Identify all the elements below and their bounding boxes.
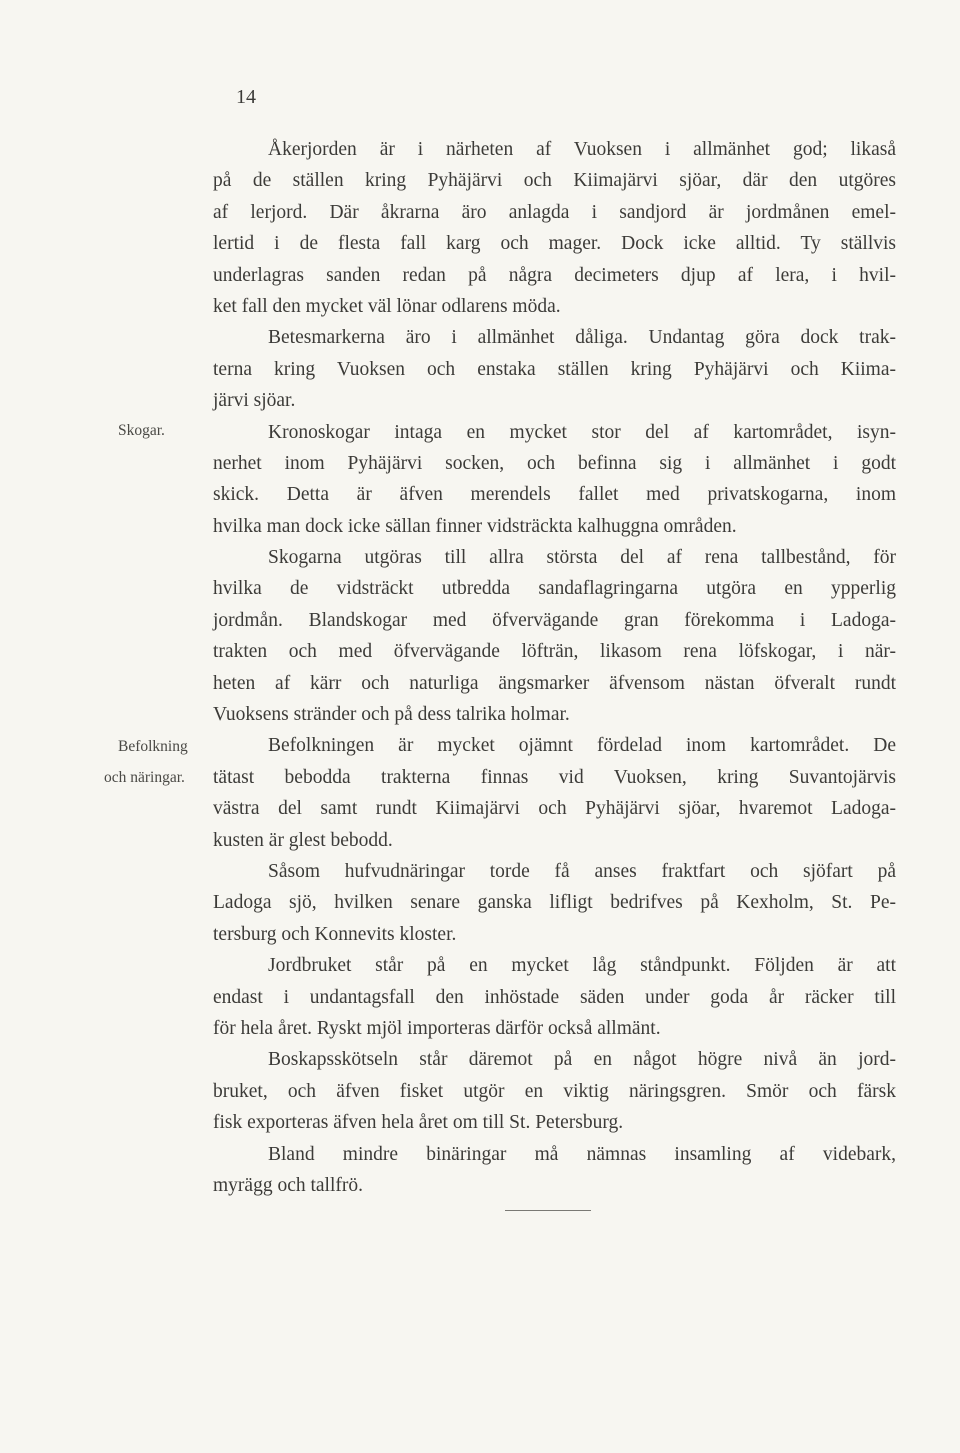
text-line: lertid i de flesta fall karg och mager. Dock icke alltid. Ty ställvis (213, 233, 896, 255)
text-line: nerhet inom Pyhäjärvi socken, och befinna sig i allmänhet i godt (213, 452, 896, 474)
text-line: terna kring Vuoksen och enstaka ställen kring Pyhäjärvi och Kiima- (213, 358, 896, 380)
text-line: Åkerjorden är i närheten af Vuoksen i allmänhet god; likaså (268, 139, 896, 160)
text-line: ket fall den mycket väl lönar odlarens möda. (213, 295, 561, 317)
text-line: Skogarna utgöras till allra största del af rena tallbestånd, för (268, 547, 896, 569)
text-line: för hela året. Ryskt mjöl importeras därför också allmänt. (213, 1017, 661, 1039)
text-line: tersburg och Konnevits kloster. (213, 923, 457, 945)
text-line: af lerjord. Där åkrarna äro anlagda i sandjord är jordmånen emel- (213, 201, 896, 223)
text-line: Vuoksens stränder och på dess talrika holmar. (213, 704, 570, 726)
end-rule (505, 1210, 591, 1211)
text-line: hvilka man dock icke sällan finner vidsträckta kalhuggna områden. (213, 515, 737, 537)
text-line: underlagras sanden redan på några decimeters djup af lera, i hvil- (213, 264, 896, 286)
text-line: tätast bebodda trakterna finnas vid Vuoksen, kring Suvantojärvis (213, 766, 896, 788)
text-line: västra del samt rundt Kiimajärvi och Pyhäjärvi sjöar, hvaremot Ladoga- (213, 798, 896, 820)
text-line: Bland mindre binäringar må nämnas insamling af videbark, (268, 1143, 896, 1165)
text-line: myrägg och tallfrö. (213, 1174, 363, 1196)
margin-note-skogar: Skogar. (118, 422, 165, 439)
text-line: fisk exporteras äfven hela året om till St. Petersburg. (213, 1112, 624, 1134)
text-line: jordmån. Blandskogar med öfvervägande gran förekomma i Ladoga- (213, 609, 896, 631)
text-line: på de ställen kring Pyhäjärvi och Kiimajärvi sjöar, där den utgöres (213, 170, 896, 192)
text-line: heten af kärr och naturliga ängsmarker äfvensom nästan öfveralt rundt (213, 672, 896, 694)
margin-note-befolkning: Befolkning (118, 738, 188, 755)
text-line: bruket, och äfven fisket utgör en viktig näringsgren. Smör och färsk (213, 1080, 896, 1102)
text-line: Betesmarkerna äro i allmänhet dåliga. Undantag göra dock trak- (268, 327, 896, 349)
body-text (213, 134, 896, 1201)
text-line: Jordbruket står på en mycket låg ståndpunkt. Följden är att (268, 955, 896, 977)
text-line: Kronoskogar intaga en mycket stor del af kartområdet, isyn- (268, 421, 896, 443)
margin-note-naringar: och näringar. (104, 769, 185, 786)
text-line: Befolkningen är mycket ojämnt fördelad inom kartområdet. De (268, 735, 896, 757)
page-number: 14 (236, 86, 256, 108)
text-line: hvilka de vidsträckt utbredda sandaflagringarna utgöra en ypperlig (213, 578, 896, 600)
text-line: Ladoga sjö, hvilken senare ganska lifligt bedrifves på Kexholm, St. Pe- (213, 892, 896, 914)
text-line: skick. Detta är äfven merendels fallet med privatskogarna, inom (213, 484, 896, 506)
text-line: kusten är glest bebodd. (213, 829, 393, 851)
text-line: Såsom hufvudnäringar torde få anses fraktfart och sjöfart på (268, 860, 896, 882)
text-line: järvi sjöar. (213, 390, 296, 412)
text-line: endast i undantagsfall den inhöstade säden under goda år räcker till (213, 986, 896, 1008)
text-line: Boskapsskötseln står däremot på en något högre nivå än jord- (268, 1049, 896, 1071)
text-line: trakten och med öfvervägande löfträn, likasom rena löfskogar, i när- (213, 641, 896, 663)
